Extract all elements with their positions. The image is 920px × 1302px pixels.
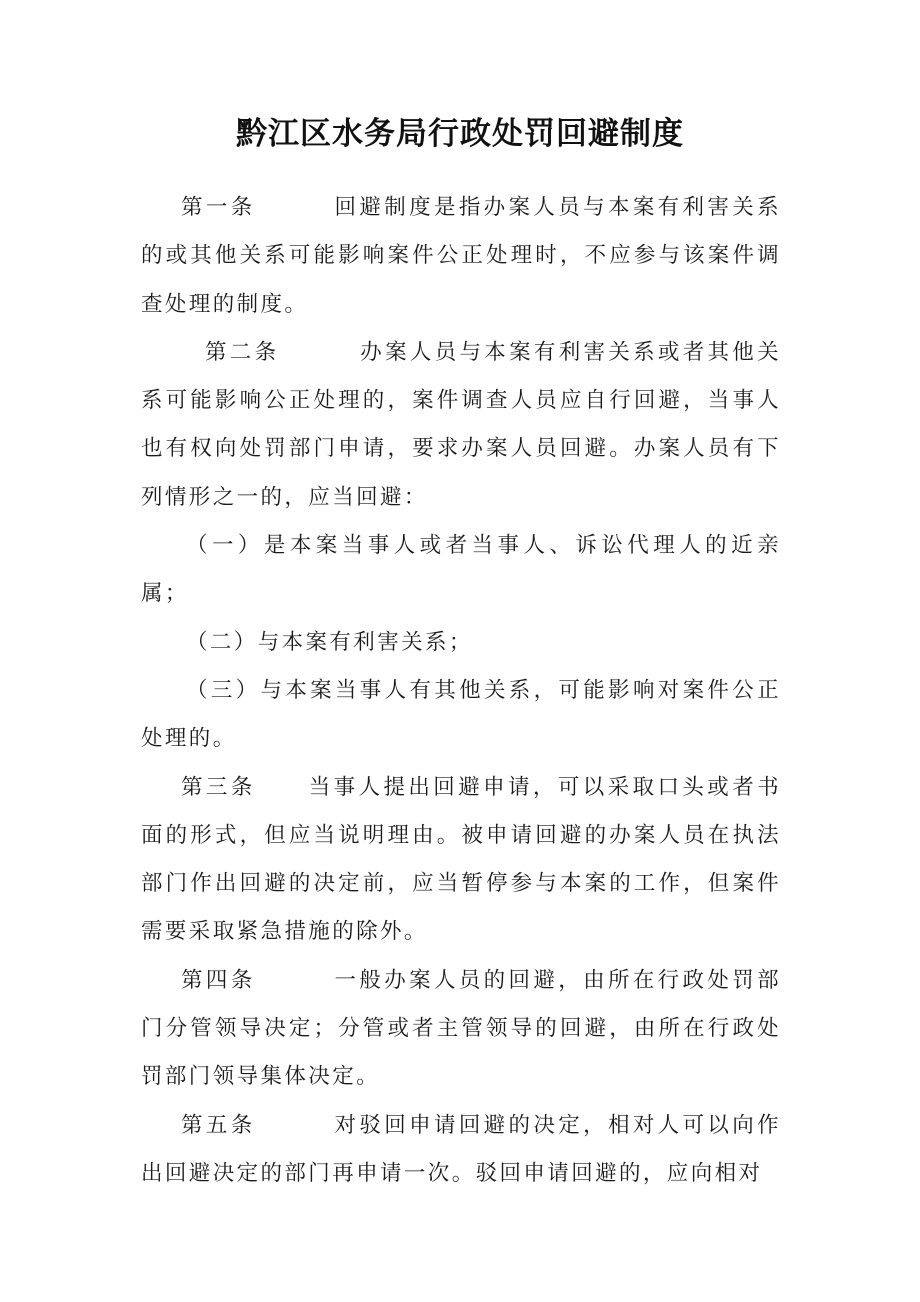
article-label: 第二条 [205, 339, 280, 365]
article-text: 当事人提出回避申请，可以采取口头或者书面的形式，但应当说明理由。被申请回避的办案人员在执法部门作出回避的决定前，应当暂停参与本案的工作，但案件需要采取紧急措施的除外。 [141, 774, 781, 945]
article-2 [141, 329, 781, 522]
list-item: （二）与本案有利害关系； [186, 629, 473, 655]
article-5 [141, 1102, 781, 1199]
article-text: 对驳回申请回避的决定，相对人可以向作出回避决定的部门再申请一次。驳回申请回避的，应向相对 [141, 1112, 782, 1186]
article-text: 一般办案人员的回避，由所在行政处罚部门分管领导决定；分管或者主管领导的回避，由所在行政处罚部门领导集体决定。 [141, 967, 782, 1090]
article-label: 第三条 [181, 774, 256, 800]
article-1 [141, 184, 781, 329]
article-3 [141, 764, 781, 957]
article-text: 办案人员与本案有利害关系或者其他关系可能影响公正处理的，案件调查人员应自行回避，当事人也有权向处罚部门申请，要求办案人员回避。办案人员有下列情形之一的，应当回避： [141, 339, 781, 510]
article-label: 第一条 [181, 195, 256, 220]
article-4 [141, 957, 781, 1102]
document-body [141, 184, 781, 1198]
article-text: 回避制度是指办案人员与本案有利害关系的或其他关系可能影响案件公正处理时，不应参与该案件调查处理的制度。 [141, 195, 782, 317]
document-title: 黔江区水务局行政处罚回避制度 [236, 116, 684, 152]
list-item: （三）与本案当事人有其他关系，可能影响对案件公正处理的。 [141, 677, 781, 752]
list-item: （一）是本案当事人或者当事人、诉讼代理人的近亲属； [141, 533, 781, 607]
article-label: 第五条 [181, 1112, 256, 1138]
article-label: 第四条 [181, 967, 256, 993]
